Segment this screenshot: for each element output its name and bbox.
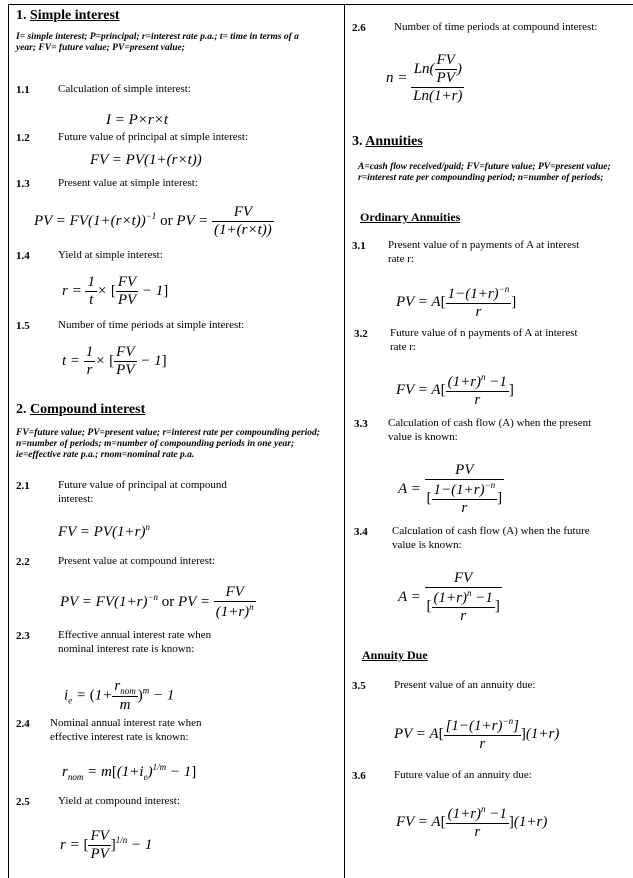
item-2-4-text: Nominal annual interest rate when effective interest rate is known:: [50, 717, 202, 743]
item-1-4-number: 1.4: [16, 250, 30, 262]
item-1-5-number: 1.5: [16, 320, 30, 332]
item-1-3-number: 1.3: [16, 178, 30, 190]
section-3-number: 3.: [352, 134, 363, 149]
section-1-number: 1.: [16, 8, 27, 23]
formula-3-3: A = PV [ $\frac{1-(1+r)^{-n}}{r}$ ]: [398, 462, 503, 516]
item-1-2-text: Future value of principal at simple interest:: [58, 131, 249, 143]
item-1-5-text: Number of time periods at simple interest:: [58, 319, 245, 331]
section-2-legend: FV=future value; PV=present value; r=interest rate per compounding period; n=number of periods; m=number of compounding periods in one year; ie=effective rate p.a.; rnom=nominal rate p.a.: [16, 428, 320, 460]
item-3-1-number: 3.1: [352, 240, 366, 252]
item-3-5-text: Present value of an annuity due:: [394, 679, 536, 691]
item-2-3-number: 2.3: [16, 630, 30, 642]
item-2-4-number: 2.4: [16, 718, 30, 730]
formula-1-3: PV = $FV(1+(r\times t))^{-1}$ or PV = $\frac{FV}{(1+(r\times t))}$: [34, 204, 272, 238]
item-1-1-text: Calculation of simple interest:: [58, 83, 191, 95]
section-3-heading: [352, 134, 423, 150]
formula-3-1: PV = A[ $\frac{1-(1+r)^{-n}}{r}$ ]: [396, 284, 517, 320]
item-2-2-number: 2.2: [16, 556, 30, 568]
formula-2-2: PV = $FV(1+r)^{-n}$ or PV = $\frac{FV}{(1+r)^n}$: [60, 584, 254, 620]
item-2-5-number: 2.5: [16, 796, 30, 808]
column-divider: [344, 4, 345, 878]
section-1-legend: I= simple interest; P=principal; r=interest rate p.a.; t= time in terms of a year; FV= future value; PV=present value;: [16, 32, 299, 53]
section-1-title: Simple interest: [30, 8, 120, 23]
item-3-4-number: 3.4: [354, 526, 368, 538]
formula-3-6: FV = A[ $\frac{(1+r)^n -1}{r}$ ](1+r): [396, 804, 548, 840]
top-border: [8, 4, 633, 5]
section-2-heading: [16, 402, 145, 418]
item-1-3-text: Present value at simple interest:: [58, 177, 198, 189]
section-1-heading: [16, 8, 120, 24]
formula-2-4: $r_{nom} = m[(1+i_e)^{1/m} - 1]$: [62, 762, 197, 782]
item-3-2-number: 3.2: [354, 328, 368, 340]
formula-2-1: FV = $PV(1+r)^n$: [58, 522, 150, 540]
item-2-3-text: Effective annual interest rate when nominal interest rate is known:: [58, 629, 212, 655]
item-3-4-text: Calculation of cash flow (A) when the future value is known:: [392, 525, 590, 551]
formula-2-5: r = [ $\frac{FV}{PV}$ ]$^{1/n}$ − 1: [60, 828, 153, 862]
annuity-due-heading: Annuity Due: [362, 648, 428, 662]
item-3-1-text: Present value of n payments of A at interest rate r:: [388, 239, 580, 265]
item-1-4-text: Yield at simple interest:: [58, 249, 163, 261]
item-3-6-text: Future value of an annuity due:: [394, 769, 532, 781]
item-3-3-text: Calculation of cash flow (A) when the present value is known:: [388, 417, 592, 443]
formula-1-5: t = $\frac{1}{r}$ × [ $\frac{FV}{PV}$ − 1]: [62, 344, 167, 378]
section-2-number: 2.: [16, 402, 27, 417]
ordinary-annuities-heading: Ordinary Annuities: [360, 210, 461, 224]
formula-2-3: $i_e = (1+$ $\frac{r_{nom}}{m}$ )$^m$ − 1: [64, 678, 175, 713]
or-word: or: [160, 212, 173, 229]
item-2-2-text: Present value at compound interest:: [58, 555, 216, 567]
item-3-3-number: 3.3: [354, 418, 368, 430]
item-2-6-text: Number of time periods at compound interest:: [394, 21, 598, 33]
item-2-1-text: Future value of principal at compound interest:: [58, 479, 227, 505]
item-3-6-number: 3.6: [352, 770, 366, 782]
formula-1-1: I = P×r×t: [106, 112, 169, 128]
formula-1-4: r = $\frac{1}{t}$ × [ $\frac{FV}{PV}$ − 1]: [62, 274, 169, 308]
formula-1-2: FV = PV(1+(r×t)): [90, 152, 202, 168]
formula-2-6: n = Ln( $\frac{FV}{PV}$ ) Ln(1+r): [386, 52, 463, 104]
or-word-2: or: [161, 593, 175, 610]
item-3-5-number: 3.5: [352, 680, 366, 692]
item-2-1-number: 2.1: [16, 480, 30, 492]
item-2-5-text: Yield at compound interest:: [58, 795, 180, 807]
formula-3-2: FV = A[ $\frac{(1+r)^n -1}{r}$ ]: [396, 372, 514, 408]
section-2-title: Compound interest: [30, 402, 146, 417]
item-2-6-number: 2.6: [352, 22, 366, 34]
item-1-2-number: 1.2: [16, 132, 30, 144]
left-border: [8, 4, 9, 878]
formula-3-5: PV = A[ $\frac{[1-(1+r)^{-n}]}{r}$ ](1+r): [394, 716, 560, 752]
section-3-legend: A=cash flow received/paid; FV=future value; PV=present value; r=interest rate per compounding period; n=number of periods;: [358, 162, 611, 183]
item-1-1-number: 1.1: [16, 84, 30, 96]
item-3-2-text: Future value of n payments of A at interest rate r:: [390, 327, 578, 353]
formula-3-4: A = FV [ $\frac{(1+r)^n -1}{r}$ ]: [398, 570, 500, 624]
section-3-title: Annuities: [365, 134, 423, 149]
